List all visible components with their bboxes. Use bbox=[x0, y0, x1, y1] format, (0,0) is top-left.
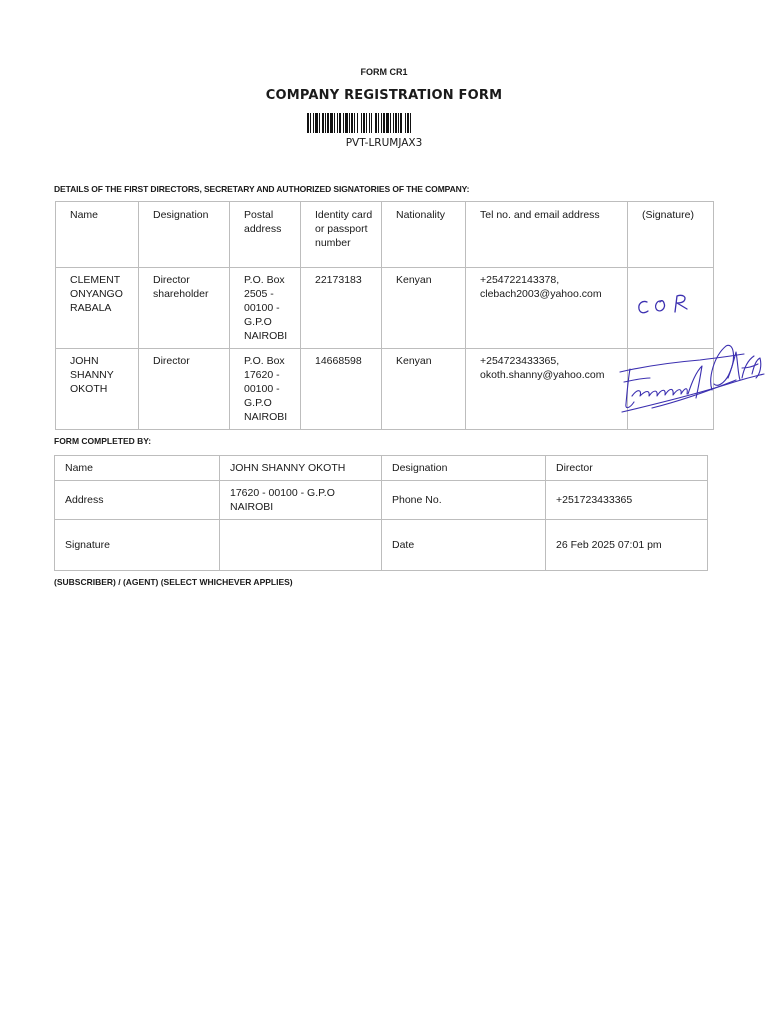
header-designation: Designation bbox=[139, 202, 230, 268]
date-value: 26 Feb 2025 07:01 pm bbox=[546, 520, 708, 571]
director-name: JOHN SHANNY OKOTH bbox=[56, 349, 139, 430]
name-label: Name bbox=[55, 456, 220, 481]
barcode-number: PVT-LRUMJAX3 bbox=[345, 137, 423, 149]
director-nationality: Kenyan bbox=[382, 268, 466, 349]
form-code: FORM CR1 bbox=[360, 67, 408, 77]
director-designation: Director shareholder bbox=[139, 268, 230, 349]
address-value: 17620 - 00100 - G.P.O NAIROBI bbox=[220, 481, 382, 520]
director-name: CLEMENT ONYANGO RABALA bbox=[56, 268, 139, 349]
signature-label: Signature bbox=[55, 520, 220, 571]
header-name: Name bbox=[56, 202, 139, 268]
table-row bbox=[56, 349, 714, 430]
form-completed-heading: FORM COMPLETED BY: bbox=[54, 436, 152, 446]
header-contact: Tel no. and email address bbox=[466, 202, 628, 268]
signature-cor bbox=[634, 284, 694, 320]
director-contact: +254723433365, okoth.shanny@yahoo.com bbox=[466, 349, 628, 430]
name-value: JOHN SHANNY OKOTH bbox=[220, 456, 382, 481]
header-identity-number: Identity card or passport number bbox=[301, 202, 382, 268]
header-postal-address: Postal address bbox=[230, 202, 301, 268]
designation-value: Director bbox=[546, 456, 708, 481]
table-row bbox=[55, 456, 708, 481]
table-row bbox=[55, 481, 708, 520]
signature-okoth bbox=[616, 338, 768, 420]
barcode bbox=[307, 113, 457, 133]
director-postal-address: P.O. Box 17620 - 00100 - G.P.O NAIROBI bbox=[230, 349, 301, 430]
signature-value bbox=[220, 520, 382, 571]
header-signature: (Signature) bbox=[628, 202, 714, 268]
director-designation: Director bbox=[139, 349, 230, 430]
director-id-number: 22173183 bbox=[301, 268, 382, 349]
address-label: Address bbox=[55, 481, 220, 520]
phone-label: Phone No. bbox=[382, 481, 546, 520]
director-id-number: 14668598 bbox=[301, 349, 382, 430]
table-row bbox=[55, 520, 708, 571]
director-nationality: Kenyan bbox=[382, 349, 466, 430]
page-title: COMPANY REGISTRATION FORM bbox=[265, 88, 503, 103]
directors-section-heading: DETAILS OF THE FIRST DIRECTORS, SECRETARY AND AUTHORIZED SIGNATORIES OF THE COMPANY: bbox=[54, 184, 470, 194]
phone-value: +251723433365 bbox=[546, 481, 708, 520]
director-contact: +254722143378, clebach2003@yahoo.com bbox=[466, 268, 628, 349]
table-header-row bbox=[56, 202, 714, 268]
designation-label: Designation bbox=[382, 456, 546, 481]
header-nationality: Nationality bbox=[382, 202, 466, 268]
subscriber-agent-note: (SUBSCRIBER) / (AGENT) (SELECT WHICHEVER APPLIES) bbox=[54, 577, 293, 587]
table-row bbox=[56, 268, 714, 349]
director-postal-address: P.O. Box 2505 - 00100 - G.P.O NAIROBI bbox=[230, 268, 301, 349]
date-label: Date bbox=[382, 520, 546, 571]
completed-by-table bbox=[54, 455, 708, 571]
